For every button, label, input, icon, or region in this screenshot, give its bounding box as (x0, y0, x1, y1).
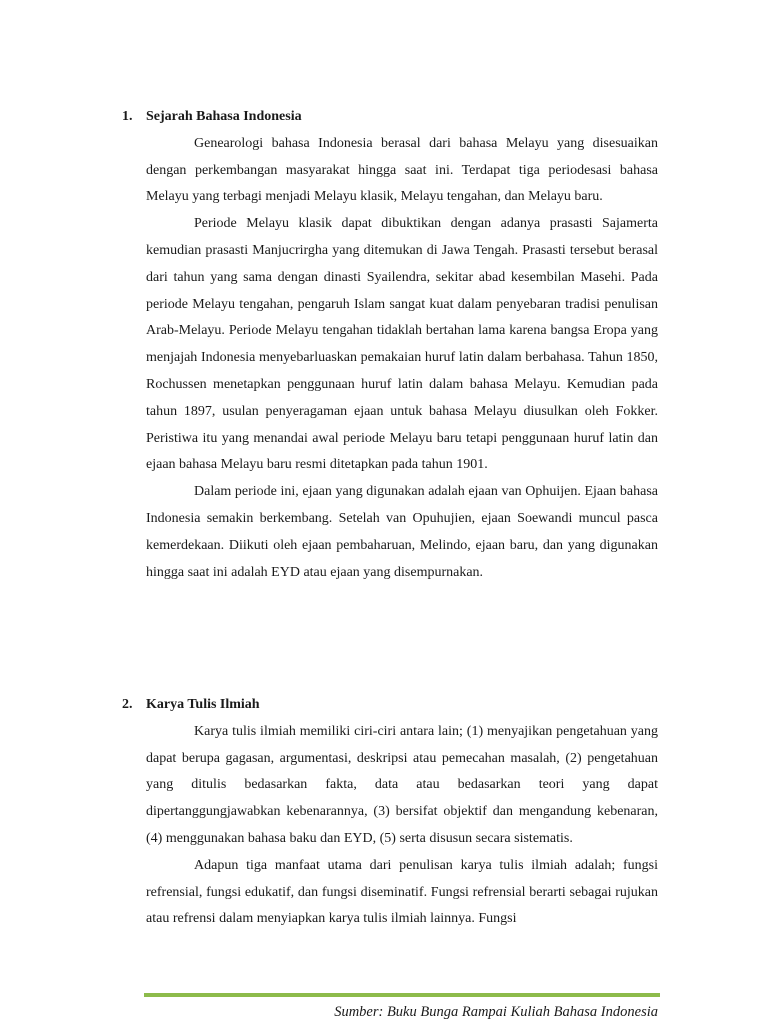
section-sejarah-bahasa-indonesia (122, 104, 658, 586)
section-title: Karya Tulis Ilmiah (146, 697, 260, 712)
paragraph: Genearologi bahasa Indonesia berasal dari bahasa Melayu yang disesuaikan dengan perkembangan masyarakat hingga saat ini. Terdapat tiga periodesasi bahasa Melayu yang terbagi menjadi Melayu klasik, Melayu tengahan, dan Melayu baru. (146, 135, 658, 205)
paragraph: Periode Melayu klasik dapat dibuktikan dengan adanya prasasti Sajamerta kemudian prasasti Manjucrirgha yang ditemukan di Jawa Tengah. Prasasti tersebut berasal dari tahun yang sama dengan dinasti Syailendra, sekitar abad kesembilan Masehi. Pada periode Melayu tengahan, pengaruh Islam sangat kuat dalam penyebaran tradisi penulisan Arab-Melayu. Periode Melayu tengahan tidaklah bertahan lama karena bangsa Eropa yang menjajah Indonesia menyebarluaskan pemakaian huruf latin dalam berbahasa. Tahun 1850, Rochussen menetapkan penggunaan huruf latin dalam bahasa Melayu. Kemudian pada tahun 1897, usulan penyeragaman ejaan untuk bahasa Melayu diusulkan oleh Fokker. Peristiwa itu yang menandai awal periode Melayu baru tetapi penggunaan huruf latin dan ejaan bahasa Melayu baru resmi ditetapkan pada tahun 1901. (146, 216, 658, 473)
section-heading (122, 104, 658, 131)
paragraph: Karya tulis ilmiah memiliki ciri-ciri antara lain; (1) menyajikan pengetahuan yang dapat berupa gagasan, argumentasi, deskripsi atau pemecahan masalah, (2) pengetahuan yang ditulis bedasarkan fakta, data atau bedasarkan teori yang dapat dipertanggungjawabkan kebenarannya, (3) bersifat objektif dan mengandung kebenaran, (4) menggunakan bahasa baku dan EYD, (5) serta disusun secara sistematis. (146, 723, 658, 846)
footer-source-note: Sumber: Buku Bunga Rampai Kuliah Bahasa Indonesia (334, 1004, 658, 1020)
section-title: Sejarah Bahasa Indonesia (146, 109, 302, 124)
section-number: 1. (122, 109, 133, 124)
paragraph: Adapun tiga manfaat utama dari penulisan karya tulis ilmiah adalah; fungsi refrensial, fungsi edukatif, dan fungsi diseminatif. Fungsi refrensial berarti sebagai rujukan atau refrensi dalam menyiapkan karya tulis ilmiah lainnya. Fungsi (146, 857, 658, 927)
section-heading (122, 692, 658, 719)
footer-divider (144, 993, 660, 997)
paragraph: Dalam periode ini, ejaan yang digunakan adalah ejaan van Ophuijen. Ejaan bahasa Indonesia semakin berkembang. Setelah van Opuhujien, ejaan Soewandi muncul pasca kemerdekaan. Diikuti oleh ejaan pembaharuan, Melindo, ejaan baru, dan yang digunakan hingga saat ini adalah EYD atau ejaan yang disempurnakan. (146, 484, 658, 580)
section-number: 2. (122, 697, 133, 712)
section-karya-tulis-ilmiah (122, 692, 658, 933)
